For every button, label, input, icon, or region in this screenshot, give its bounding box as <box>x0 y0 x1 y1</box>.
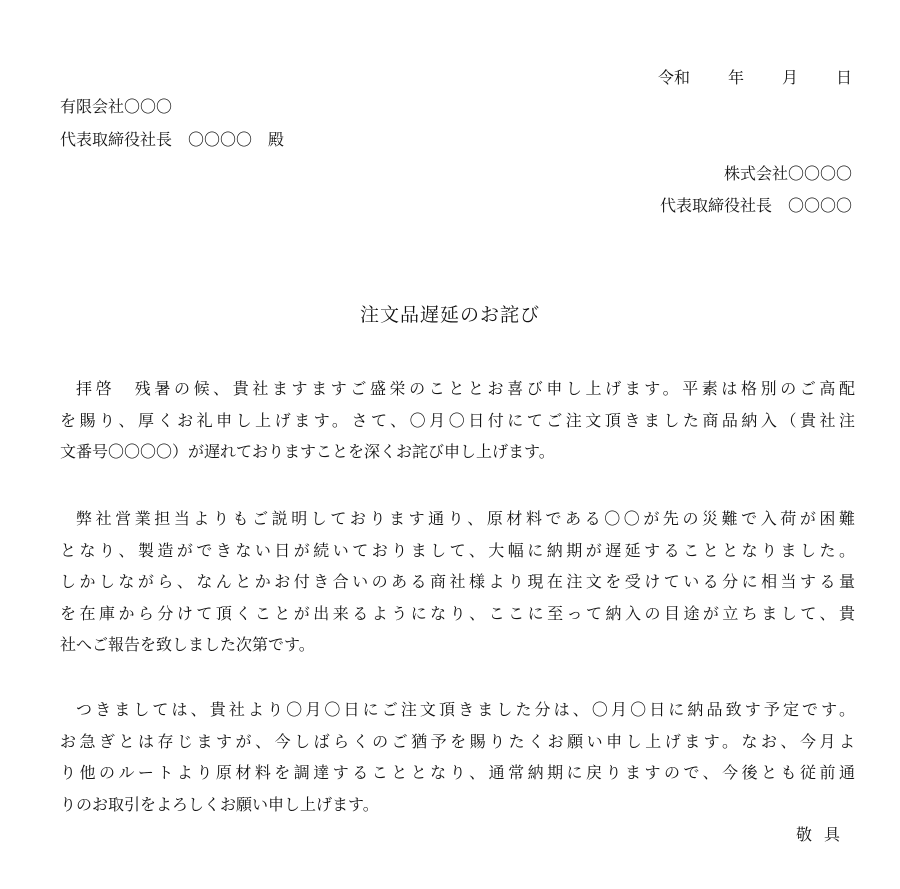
recipient-person: 代表取締役社長 〇〇〇〇 殿 <box>60 130 285 149</box>
date-era: 令和 <box>657 68 690 87</box>
paragraph-2-line: となり、製造ができない日が続いておりまして、大幅に納期が遅延することとなりました。 <box>60 540 855 560</box>
paragraph-2-line: を在庫から分けて頂くことが出来るようになり、ここに至って納入の目途が立ちまして、貴 <box>60 603 855 623</box>
paragraph-2-line: 社へご報告を致しました次第です。 <box>60 635 315 654</box>
paragraph-3-line: りのお取引をよろしくお願い申し上げます。 <box>60 794 379 814</box>
sender-company: 株式会社〇〇〇〇 <box>723 164 852 183</box>
paragraph-3-line: つきましては、貴社より〇月〇日にご注文頂きました分は、〇月〇日に納品致す予定です。 <box>76 700 855 719</box>
paragraph-1-line: を賜り、厚くお礼申し上げます。さて、〇月〇日付にてご注文頂きました商品納入（貴社注 <box>60 410 855 430</box>
closing-keigu: 敬具 <box>795 825 852 844</box>
paragraph-1-line: 文番号〇〇〇〇）が遅れておりますことを深くお詫び申し上げます。 <box>60 442 555 461</box>
paragraph-2 <box>60 503 855 661</box>
paragraph-3-line: り他のルートより原材料を調達することとなり、通常納期に戻りますので、今後とも従前通 <box>60 763 855 782</box>
paragraph-2-line: しかしながら、なんとかお付き合いのある商社様より現在注文を受けている分に相当する量 <box>60 572 855 591</box>
letter-title: 注文品遅延のお詫び <box>359 304 540 326</box>
date-day-unit: 日 <box>835 68 852 87</box>
paragraph-1 <box>60 373 855 468</box>
paragraph-2-line: 弊社営業担当よりもご説明しております通り、原材料である〇〇が先の災難で入荷が困難 <box>76 509 855 528</box>
paragraph-1-line: 拝啓 残暑の候、貴社ますますご盛栄のこととお喜び申し上げます。平素は格別のご高配 <box>76 379 855 398</box>
date-year-unit: 年 <box>727 68 744 87</box>
recipient-company: 有限会社〇〇〇 <box>60 97 173 116</box>
sender-person: 代表取締役社長 〇〇〇〇 <box>659 196 852 215</box>
date-month-unit: 月 <box>781 68 798 87</box>
paragraph-3-line: お急ぎとは存じますが、今しばらくのご猶予を賜りたくお願い申し上げます。なお、今月よ <box>60 731 855 751</box>
paragraph-3 <box>60 694 855 820</box>
date-line <box>658 68 852 88</box>
